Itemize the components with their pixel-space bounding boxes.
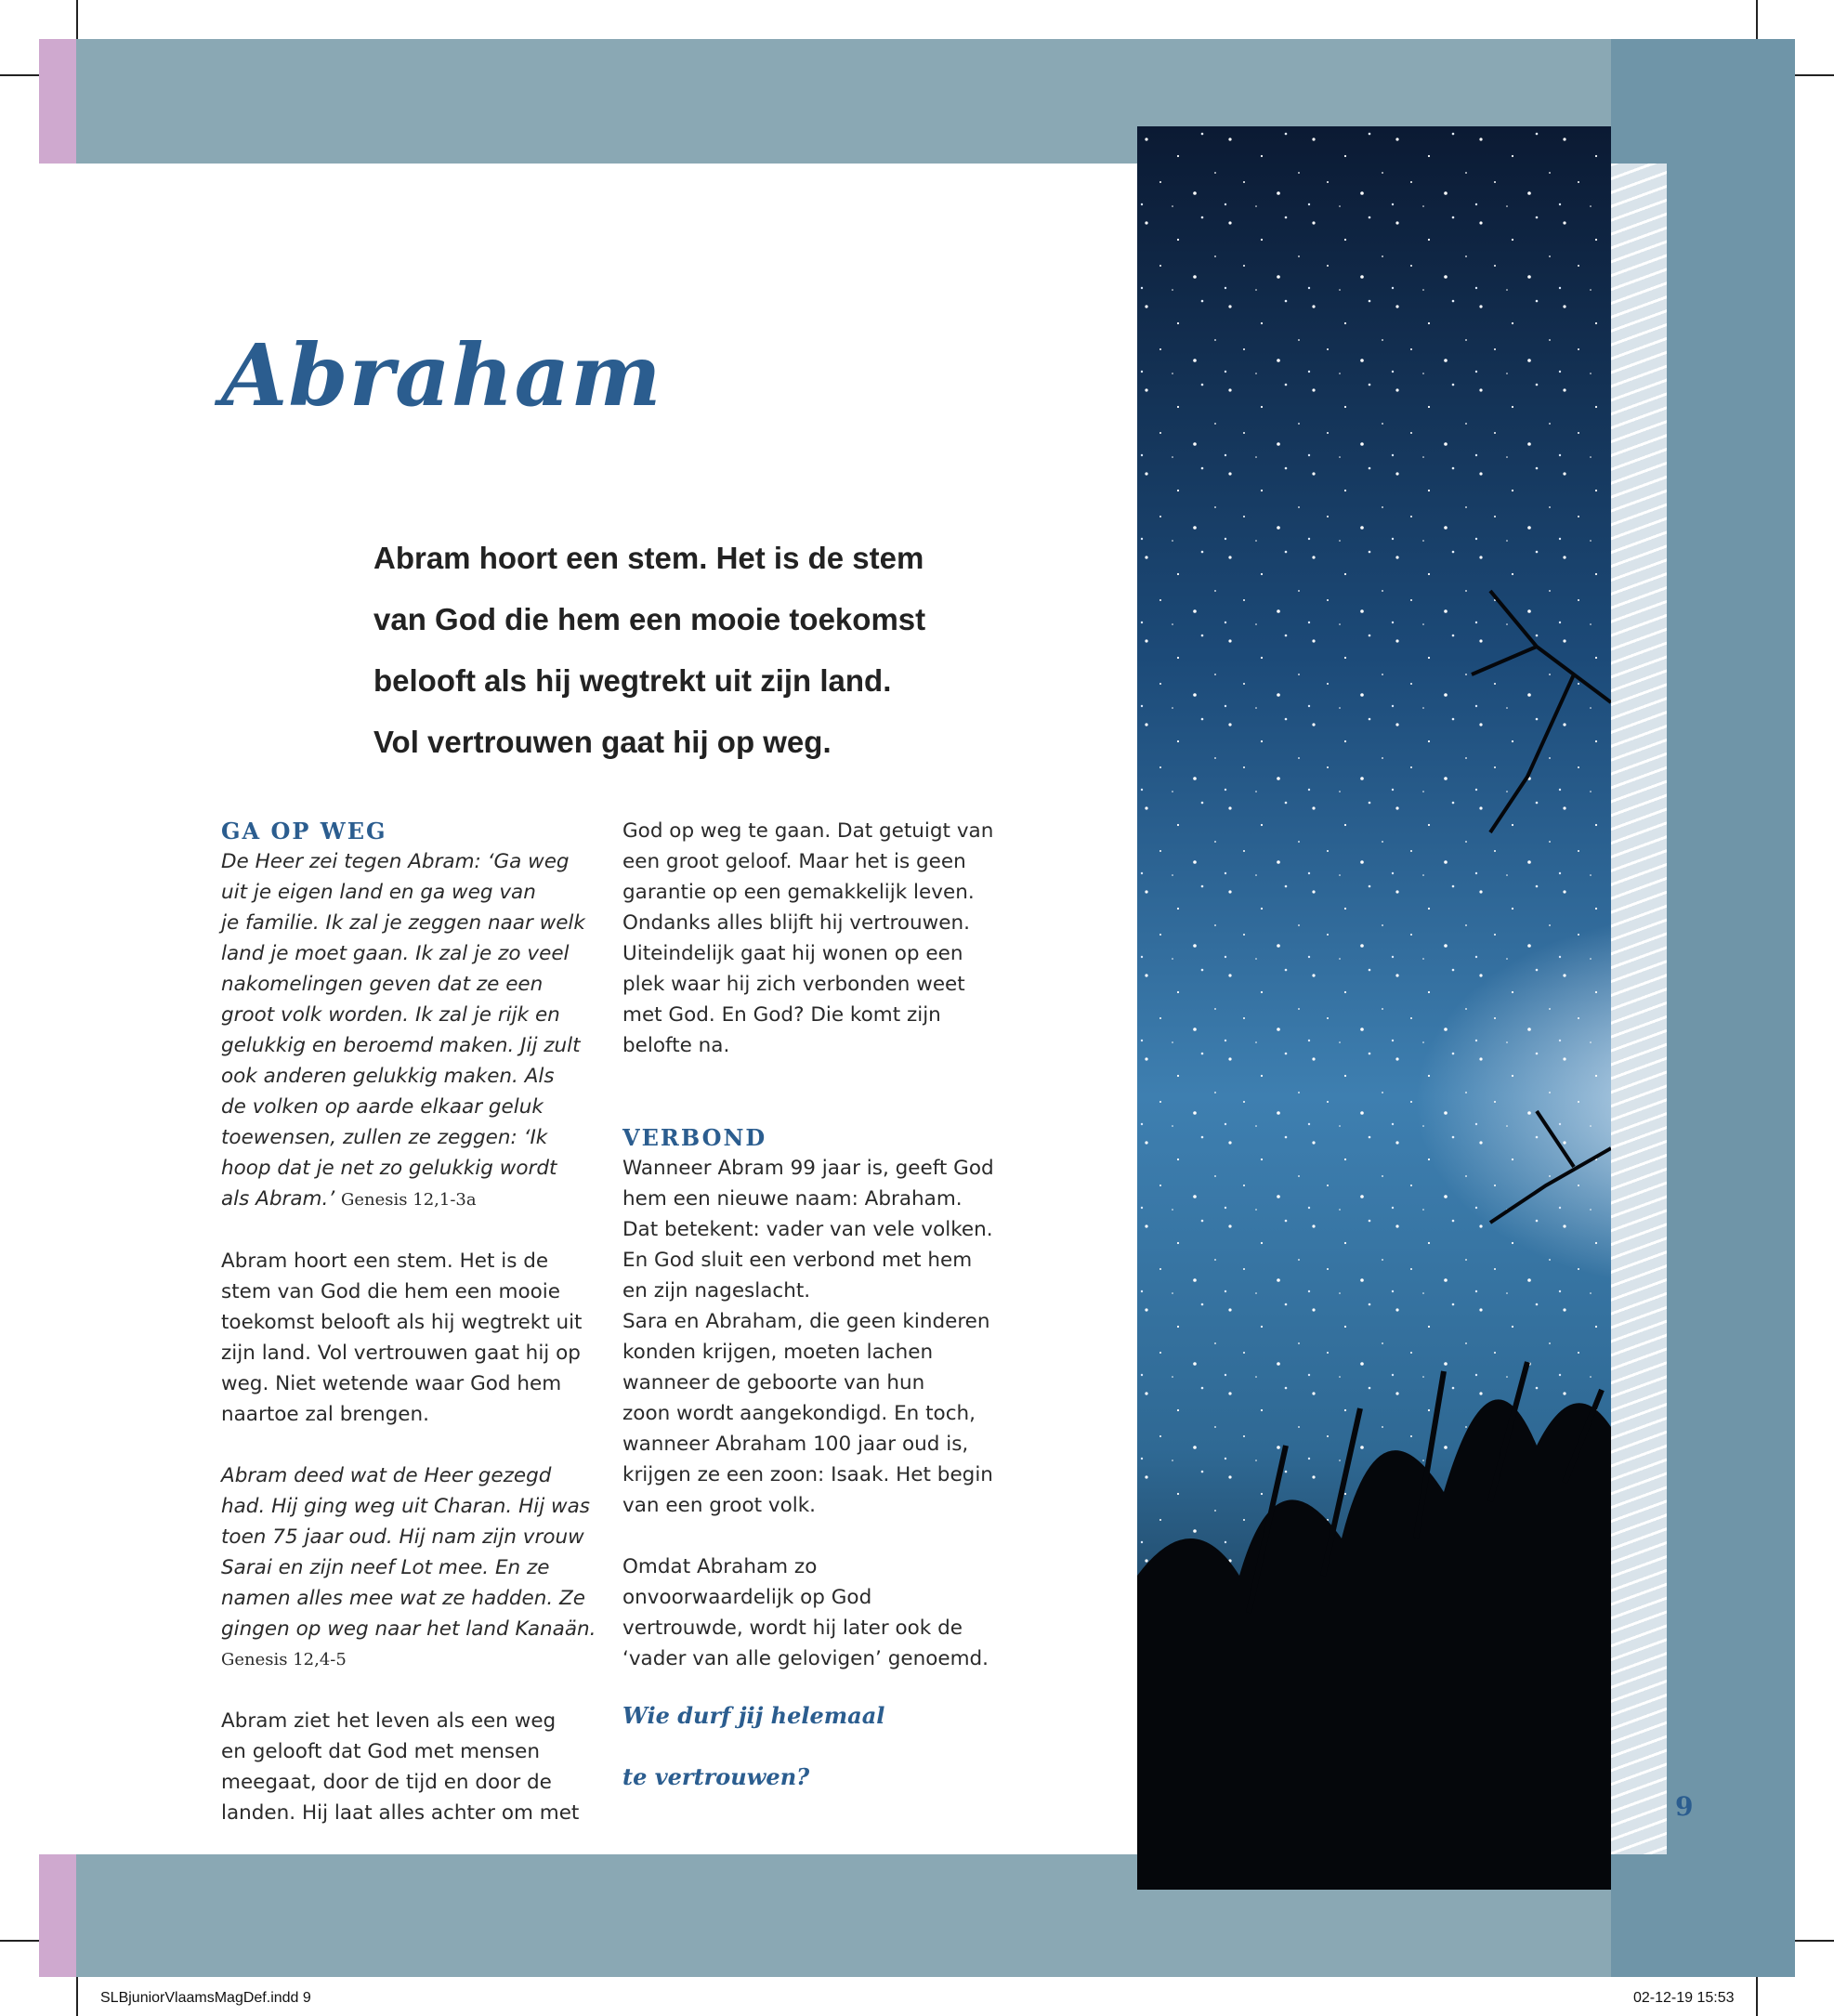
question-line: Wie durf jij helemaal	[622, 1702, 885, 1729]
body-line: hem een nieuwe naam: Abraham.	[622, 1187, 963, 1211]
body-line: en gelooft dat God met mensen	[221, 1740, 540, 1763]
quote-line: namen alles mee wat ze hadden. Ze	[221, 1587, 585, 1610]
body-line: vertrouwde, wordt hij later ook de	[622, 1617, 963, 1640]
body-line: Abram ziet het leven als een weg	[221, 1709, 557, 1733]
quote-line: hoop dat je net zo gelukkig wordt	[221, 1157, 557, 1180]
body-line: garantie op een gemakkelijk leven.	[622, 881, 975, 904]
body-line: Sara en Abraham, die geen kinderen	[622, 1310, 990, 1333]
quote-line-text: als Abram.’	[221, 1187, 335, 1211]
bible-reference: Genesis 12,1-3a	[341, 1190, 477, 1210]
body-line: Omdat Abraham zo	[622, 1555, 818, 1578]
body-line: wanneer de geboorte van hun	[622, 1371, 925, 1394]
body-line: met God. En God? Die komt zijn	[622, 1003, 941, 1027]
body-line: Wanneer Abram 99 jaar is, geeft God	[622, 1157, 994, 1180]
body-line: En God sluit een verbond met hem	[622, 1249, 973, 1272]
crop-mark	[0, 74, 41, 76]
body-line: wanneer Abraham 100 jaar oud is,	[622, 1433, 969, 1456]
quote-line: Sarai en zijn neef Lot mee. En ze	[221, 1556, 550, 1579]
quote-line: je familie. Ik zal je zeggen naar welk	[221, 911, 585, 935]
body-line: zoon wordt aangekondigd. En toch,	[622, 1402, 976, 1425]
footer-datetime: 02-12-19 15:53	[1633, 1990, 1735, 2006]
intro-line: Vol vertrouwen gaat hij op weg.	[373, 725, 832, 759]
quote-line: groot volk worden. Ik zal je rijk en	[221, 1003, 560, 1027]
quote-line: De Heer zei tegen Abram: ‘Ga weg	[221, 850, 570, 873]
intro-line: van God die hem een mooie toekomst	[373, 602, 926, 636]
footer-filename: SLBjuniorVlaamsMagDef.indd 9	[100, 1990, 311, 2006]
body-paragraph-2	[221, 1706, 611, 1828]
left-column	[221, 816, 611, 1828]
body-line: Abram hoort een stem. Het is de	[221, 1250, 549, 1273]
body-line: stem van God die hem een mooie	[221, 1280, 560, 1303]
body-line: naartoe zal brengen.	[221, 1403, 429, 1426]
body-line: meegaat, door de tijd en door de	[221, 1771, 552, 1794]
crop-mark	[0, 1940, 41, 1942]
quote-line: had. Hij ging weg uit Charan. Hij was	[221, 1495, 590, 1518]
body-line: zijn land. Vol vertrouwen gaat hij op	[221, 1342, 581, 1365]
body-line: onvoorwaardelijk op God	[622, 1586, 872, 1609]
quote-line: toewensen, zullen ze zeggen: ‘Ik	[221, 1126, 548, 1149]
body-line: plek waar hij zich verbonden weet	[622, 973, 965, 996]
body-line: krijgen ze een zoon: Isaak. Het begin	[622, 1463, 993, 1486]
section-heading-ga-op-weg: GA OP WEG	[221, 818, 387, 844]
body-paragraph-1	[221, 1246, 611, 1430]
night-sky-photo	[1137, 126, 1611, 1890]
crop-mark	[1756, 1975, 1758, 2016]
body-line: konden krijgen, moeten lachen	[622, 1341, 934, 1364]
body-line: Ondanks alles blijft hij vertrouwen.	[622, 911, 970, 935]
intro-paragraph	[373, 528, 968, 773]
quote-line	[221, 1184, 611, 1215]
question-line: te vertrouwen?	[622, 1763, 810, 1790]
hatched-strip	[1611, 164, 1667, 1854]
body-line: en zijn nageslacht.	[622, 1279, 811, 1303]
body-paragraph-5	[622, 1551, 1013, 1674]
quote-line: nakomelingen geven dat ze een	[221, 973, 544, 996]
body-line: van een groot volk.	[622, 1494, 816, 1517]
quote-line: uit je eigen land en ga weg van	[221, 881, 536, 904]
body-line: toekomst belooft als hij wegtrekt uit	[221, 1311, 583, 1334]
quote-line: land je moet gaan. Ik zal je zo veel	[221, 942, 570, 965]
crop-mark	[1793, 1940, 1834, 1942]
body-line: landen. Hij laat alles achter om met	[221, 1801, 580, 1825]
body-line: ‘vader van alle gelovigen’ genoemd.	[622, 1647, 989, 1670]
body-line: een groot geloof. Maar het is geen	[622, 850, 966, 873]
intro-line: belooft als hij wegtrekt uit zijn land.	[373, 663, 892, 698]
quote-line: gingen op weg naar het land Kanaän.	[221, 1617, 596, 1641]
bible-quote-1	[221, 846, 611, 1215]
bottom-pink-strip	[39, 1854, 76, 1977]
reflection-question	[622, 1685, 1013, 1808]
page-title: Abraham	[221, 325, 662, 425]
bible-quote-2	[221, 1460, 611, 1675]
quote-line: ook anderen gelukkig maken. Als	[221, 1065, 555, 1088]
section-heading-verbond: VERBOND	[622, 1124, 767, 1151]
crop-mark	[1793, 74, 1834, 76]
crop-mark	[1756, 0, 1758, 41]
top-pink-strip	[39, 39, 76, 164]
body-paragraph-3	[622, 816, 1013, 1061]
right-text-column	[622, 816, 1013, 1808]
quote-line: Abram deed wat de Heer gezegd	[221, 1464, 552, 1487]
body-line: belofte na.	[622, 1034, 730, 1057]
body-line: Dat betekent: vader van vele volken.	[622, 1218, 993, 1241]
body-line: Uiteindelijk gaat hij wonen op een	[622, 942, 963, 965]
crop-mark	[76, 1975, 78, 2016]
body-line: weg. Niet wetende waar God hem	[221, 1372, 562, 1395]
quote-line: toen 75 jaar oud. Hij nam zijn vrouw	[221, 1525, 584, 1549]
body-line: God op weg te gaan. Dat getuigt van	[622, 819, 994, 843]
quote-line: de volken op aarde elkaar geluk	[221, 1095, 544, 1119]
body-paragraph-4	[622, 1153, 1013, 1521]
quote-line: gelukkig en beroemd maken. Jij zult	[221, 1034, 581, 1057]
bible-reference: Genesis 12,4-5	[221, 1650, 347, 1669]
page-number: 9	[1675, 1791, 1694, 1822]
intro-line: Abram hoort een stem. Het is de stem	[373, 541, 924, 575]
crop-mark	[76, 0, 78, 41]
